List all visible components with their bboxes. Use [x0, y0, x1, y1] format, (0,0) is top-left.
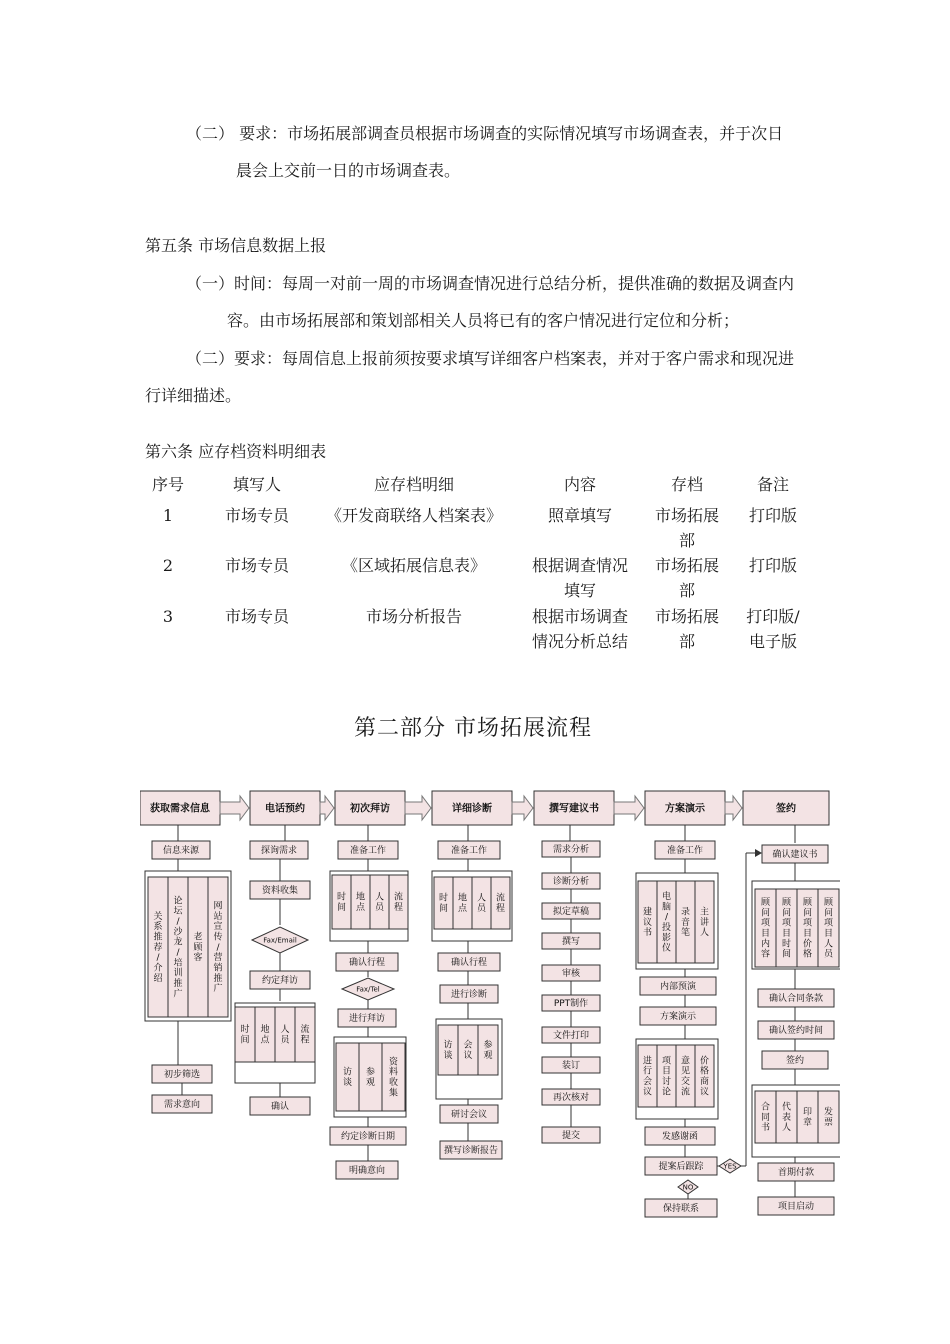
thanks-letter-box-label: 发感谢函 [661, 1132, 699, 1142]
article5-item2-line2: 行详细描述。 [145, 386, 242, 405]
demo-resource-box-label: 主讲人 [699, 907, 710, 939]
table-header-cell: 填写人 [232, 475, 281, 494]
table-cell: 根据调查情况 填写 [531, 556, 628, 600]
visit-activity-box-label: 资料收集 [388, 1057, 399, 1099]
diag-prep-box-label: 准备工作 [450, 846, 488, 856]
intent-box-label: 需求意向 [163, 1100, 201, 1110]
article6-title: 第六条 应存档资料明细表 [145, 442, 327, 461]
article5-item2-line1: （二）要求：每周信息上报前须按要求填写详细客户档案表，并对于客户需求和现况进 [186, 349, 795, 368]
decision-label: NO [682, 1183, 694, 1192]
stage-header-label: 初次拜访 [350, 803, 390, 815]
stage-header-label: 电话预约 [265, 803, 305, 815]
diag-date-box-label: 约定诊断日期 [340, 1132, 396, 1142]
proposal-step-box-label: 审核 [561, 969, 581, 979]
visit-activity-box-label: 访谈 [342, 1067, 353, 1088]
table-cell: 市场拓展 部 [654, 506, 719, 550]
confirm-terms-box-label: 确认合同条款 [768, 994, 824, 1004]
contract-item-box-label: 印章 [802, 1107, 813, 1128]
stage-arrow [320, 796, 334, 820]
sign-box-label: 签约 [785, 1056, 805, 1066]
article5-item1-line2: 容。由市场拓展部和策划部相关人员将已有的客户情况进行定位和分析； [227, 311, 740, 330]
diagnose-box-label: 进行诊断 [450, 990, 488, 1000]
demo-resource-box-label: 建议书 [642, 907, 653, 939]
table-header-cell: 备注 [756, 475, 789, 494]
diag-detail-box-label: 流程 [495, 893, 506, 914]
table-cell: 2 [162, 556, 174, 575]
meeting-topic-box-label: 项目讨论 [661, 1056, 672, 1098]
appoint-detail-box-label: 地点 [260, 1025, 270, 1046]
stage-arrow [725, 796, 742, 820]
table-cell: 打印版/ 电子版 [746, 607, 800, 651]
demo-prep-box-label: 准备工作 [666, 846, 704, 856]
diag-activity-box-label: 会议 [463, 1040, 473, 1061]
proposal-step-box-label: 提交 [561, 1131, 581, 1141]
demo-resource-box-label: 录音笔 [680, 907, 691, 939]
confirm-time-box-label: 确认签约时间 [768, 1026, 824, 1036]
rehearse-box-label: 内部预演 [659, 982, 697, 992]
table-cell: 市场专员 [224, 556, 289, 575]
table-cell: 打印版 [748, 556, 797, 575]
proposal-step-box-label: 需求分析 [552, 845, 590, 855]
stage-header-label: 撰写建议书 [549, 803, 599, 815]
report-box-label: 撰写诊断报告 [443, 1146, 499, 1156]
appoint-box-label: 约定拜访 [261, 976, 299, 986]
proposal-step-box-label: 诊断分析 [552, 877, 590, 887]
proposal-step-box-label: 再次核对 [552, 1093, 590, 1103]
table-cell: 打印版 [748, 506, 797, 525]
stage-header-label: 签约 [776, 803, 796, 815]
table-cell: 1 [162, 506, 174, 525]
diag-detail-box-label: 人员 [476, 893, 487, 914]
first-payment-box-label: 首期付款 [777, 1168, 815, 1178]
proposal-step-box-label: 撰写 [561, 937, 581, 947]
section2-line1: （二） 要求：市场拓展部调查员根据市场调查的实际情况填写市场调查表，并于次日 [186, 124, 784, 143]
stage-header-label: 方案演示 [665, 803, 705, 815]
market-expansion-flowchart [140, 785, 840, 1220]
article5-title: 第五条 市场信息数据上报 [145, 236, 327, 255]
table-cell: 《区域拓展信息表》 [341, 556, 486, 575]
info-channel-box-label: 网站宣传/营销推广 [213, 901, 223, 995]
consulting-detail-box-label: 顾问项目人员 [823, 897, 834, 960]
appoint-detail-box-label: 人员 [280, 1025, 290, 1046]
part2-title: 第二部分 市场拓展流程 [354, 716, 592, 741]
table-cell: 市场拓展 部 [654, 607, 719, 651]
stage-arrow [614, 796, 644, 820]
table-cell: 市场专员 [224, 506, 289, 525]
proposal-step-box-label: 文件打印 [552, 1031, 590, 1041]
table-header-cell: 序号 [151, 475, 184, 494]
meeting-topic-box-label: 意见交流 [680, 1056, 691, 1098]
info-channel-box-label: 关系推荐/介绍 [153, 911, 163, 984]
info-channel-box-label: 论坛/沙龙/培训推广 [173, 896, 183, 1000]
filter-box-label: 初步筛选 [163, 1070, 201, 1080]
table-cell: 3 [162, 607, 174, 626]
meeting-box-label: 研讨会议 [450, 1110, 488, 1120]
appoint-detail-box-label: 时间 [240, 1025, 250, 1046]
visit-detail-box-label: 时间 [336, 892, 347, 913]
table-cell: 《开发商联络人档案表》 [325, 506, 502, 525]
visit-box-label: 进行拜访 [348, 1014, 386, 1024]
visit-detail-box-label: 人员 [374, 892, 385, 913]
table-cell: 市场拓展 部 [654, 556, 719, 600]
table-cell: 照章填写 [547, 506, 612, 525]
clear-intent-box-label: 明确意向 [348, 1166, 386, 1176]
prep-box-label: 准备工作 [349, 846, 387, 856]
stage-header-label: 获取需求信息 [150, 803, 210, 815]
demo-resource-box-label: 电脑/投影仪 [661, 891, 672, 954]
stage-arrow [405, 796, 431, 820]
info-source-box-label: 信息来源 [162, 846, 200, 856]
confirm-box-label: 确认 [270, 1102, 290, 1112]
decision-label: Fax/Tel [356, 985, 380, 994]
proposal-step-box-label: PPT制作 [553, 999, 589, 1009]
consulting-detail-box-label: 顾问项目内容 [760, 897, 771, 960]
proposal-step-box-label: 拟定草稿 [552, 907, 590, 917]
diag-detail-box-label: 地点 [457, 893, 468, 914]
proposal-step-box-label: 装订 [561, 1061, 581, 1071]
visit-activity-box-label: 参观 [365, 1067, 376, 1088]
stage-arrow [512, 796, 533, 820]
article5-item1-line1: （一）时间：每周一对前一周的市场调查情况进行总结分析，提供准确的数据及调查内 [186, 274, 795, 293]
diag-activity-box-label: 访谈 [443, 1040, 453, 1061]
table-cell: 市场分析报告 [365, 607, 462, 626]
diag-activity-box-label: 参观 [483, 1040, 493, 1061]
diag-confirm-trip-box-label: 确认行程 [450, 958, 488, 968]
confirm-trip-box-label: 确认行程 [348, 958, 386, 968]
flow-arrowhead [755, 849, 762, 857]
meeting-topic-box-label: 进行会议 [642, 1056, 653, 1098]
follow-up-box-label: 提案后跟踪 [658, 1162, 704, 1172]
diag-detail-box-label: 时间 [438, 893, 449, 914]
collect-box-label: 资料收集 [261, 886, 299, 896]
consulting-detail-box-label: 顾问项目价格 [802, 897, 813, 960]
ask-needs-box-label: 探询需求 [260, 846, 298, 856]
table-cell: 市场专员 [224, 607, 289, 626]
confirm-proposal-box-label: 确认建议书 [772, 850, 818, 860]
project-start-box-label: 项目启动 [777, 1202, 815, 1212]
visit-detail-box-label: 地点 [355, 892, 366, 913]
table-header-cell: 应存档明细 [373, 475, 454, 494]
contract-item-box-label: 合同书 [760, 1102, 771, 1134]
decision-label: YES [723, 1162, 737, 1171]
section2-line2: 晨会上交前一日的市场调查表。 [236, 161, 461, 180]
info-channel-box-label: 老顾客 [193, 932, 203, 964]
meeting-topic-box-label: 价格商议 [699, 1056, 710, 1098]
table-cell: 根据市场调查 情况分析总结 [531, 607, 628, 651]
appoint-detail-box-label: 流程 [300, 1025, 310, 1046]
table-header-cell: 内容 [563, 475, 596, 494]
stage-header-label: 详细诊断 [452, 803, 492, 815]
stage-arrow [220, 796, 249, 820]
contract-item-box-label: 发票 [823, 1107, 834, 1128]
contract-item-box-label: 代表人 [781, 1102, 792, 1134]
consulting-detail-box-label: 顾问项目时间 [781, 897, 792, 960]
visit-detail-box-label: 流程 [393, 892, 404, 913]
decision-label: Fax/Email [263, 936, 297, 945]
keep-contact-box-label: 保持联系 [662, 1204, 700, 1214]
table-header-cell: 存档 [670, 475, 703, 494]
demo-box-label: 方案演示 [659, 1012, 697, 1022]
